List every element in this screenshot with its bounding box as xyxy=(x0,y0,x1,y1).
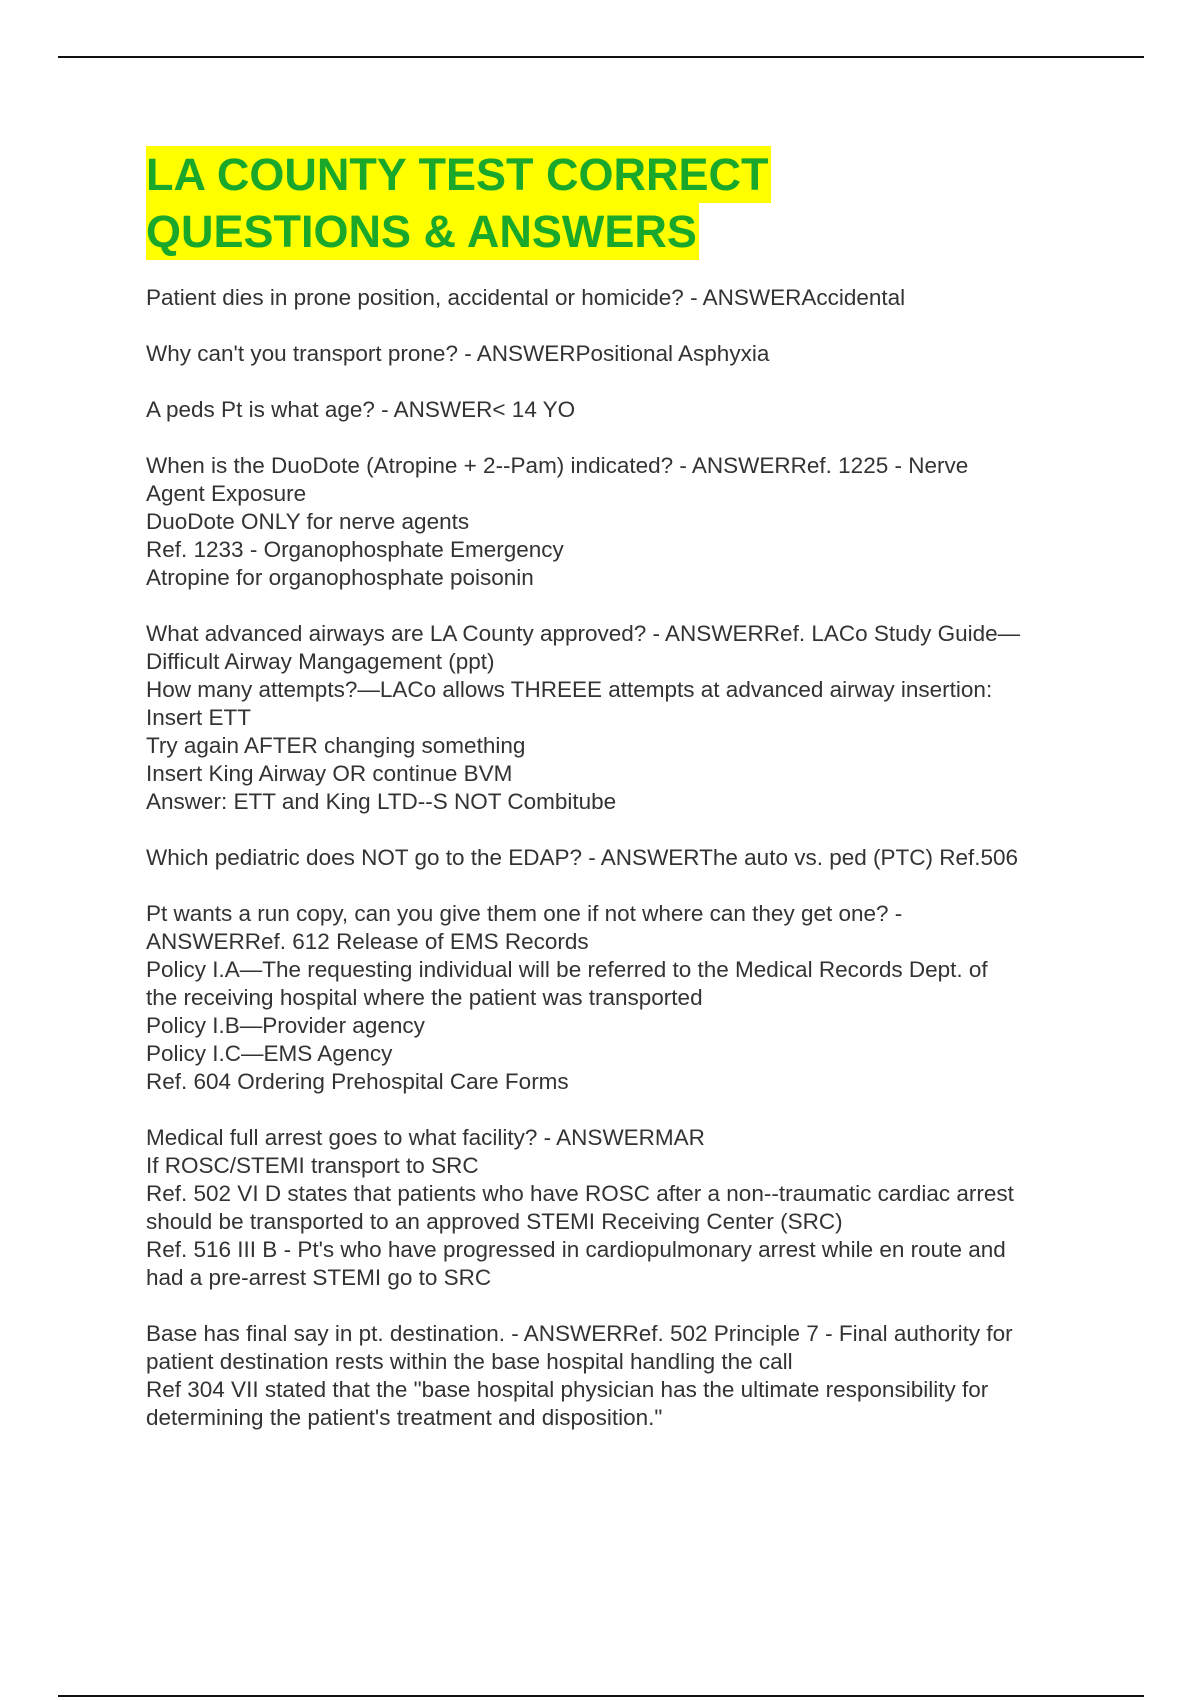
bottom-rule xyxy=(58,1695,1144,1697)
qa-item xyxy=(146,1124,1096,1292)
qa-line: Policy I.A—The requesting individual will be referred to the Medical Records Dept. of xyxy=(146,957,988,982)
qa-line: Patient dies in prone position, accidental or homicide? - ANSWERAccidental xyxy=(146,285,906,310)
qa-line: When is the DuoDote (Atropine + 2--Pam) indicated? - ANSWERRef. 1225 - Nerve xyxy=(146,453,969,478)
qa-line: A peds Pt is what age? - ANSWER< 14 YO xyxy=(146,397,576,422)
qa-line: Ref. 516 III B - Pt's who have progressed in cardiopulmonary arrest while en route and xyxy=(146,1237,1006,1262)
qa-line: Try again AFTER changing something xyxy=(146,733,526,758)
qa-line: had a pre-arrest STEMI go to SRC xyxy=(146,1265,492,1290)
qa-line: Ref. 502 VI D states that patients who have ROSC after a non--traumatic cardiac arrest xyxy=(146,1181,1014,1206)
qa-line: ANSWERRef. 612 Release of EMS Records xyxy=(146,929,589,954)
qa-item xyxy=(146,452,1096,592)
qa-line: How many attempts?—LACo allows THREEE attempts at advanced airway insertion: xyxy=(146,677,993,702)
qa-line: determining the patient's treatment and disposition." xyxy=(146,1405,663,1430)
qa-line: If ROSC/STEMI transport to SRC xyxy=(146,1153,479,1178)
qa-line: Pt wants a run copy, can you give them one if not where can they get one? - xyxy=(146,901,903,926)
title-line-2: QUESTIONS & ANSWERS xyxy=(146,203,699,260)
qa-line: should be transported to an approved STEMI Receiving Center (SRC) xyxy=(146,1209,843,1234)
qa-line: Ref. 604 Ordering Prehospital Care Forms xyxy=(146,1069,569,1094)
qa-item xyxy=(146,284,1096,312)
top-rule xyxy=(58,56,1144,58)
qa-line: Which pediatric does NOT go to the EDAP? - ANSWERThe auto vs. ped (PTC) Ref.506 xyxy=(146,845,1019,870)
qa-list xyxy=(146,284,1096,1432)
qa-line: Why can't you transport prone? - ANSWERPositional Asphyxia xyxy=(146,341,770,366)
qa-item xyxy=(146,844,1096,872)
qa-line: Insert ETT xyxy=(146,705,252,730)
qa-item xyxy=(146,1320,1096,1432)
qa-line: Base has final say in pt. destination. - ANSWERRef. 502 Principle 7 - Final authority for xyxy=(146,1321,1013,1346)
qa-item xyxy=(146,396,1096,424)
qa-line: Ref 304 VII stated that the "base hospital physician has the ultimate responsibility for xyxy=(146,1377,989,1402)
qa-line: Ref. 1233 - Organophosphate Emergency xyxy=(146,537,564,562)
qa-item xyxy=(146,900,1096,1096)
qa-line: Insert King Airway OR continue BVM xyxy=(146,761,513,786)
qa-line: the receiving hospital where the patient was transported xyxy=(146,985,703,1010)
qa-line: Medical full arrest goes to what facility? - ANSWERMAR xyxy=(146,1125,705,1150)
qa-line: What advanced airways are LA County approved? - ANSWERRef. LACo Study Guide— xyxy=(146,621,1021,646)
qa-line: patient destination rests within the base hospital handling the call xyxy=(146,1349,793,1374)
title-line-1: LA COUNTY TEST CORRECT xyxy=(146,146,771,203)
qa-item xyxy=(146,340,1096,368)
qa-line: DuoDote ONLY for nerve agents xyxy=(146,509,470,534)
qa-line: Agent Exposure xyxy=(146,481,307,506)
qa-line: Difficult Airway Mangagement (ppt) xyxy=(146,649,495,674)
qa-line: Policy I.C—EMS Agency xyxy=(146,1041,393,1066)
qa-line: Policy I.B—Provider agency xyxy=(146,1013,425,1038)
document-body xyxy=(146,146,1096,1460)
qa-item xyxy=(146,620,1096,816)
document-title xyxy=(146,146,1096,260)
qa-line: Atropine for organophosphate poisonin xyxy=(146,565,534,590)
qa-line: Answer: ETT and King LTD--S NOT Combitube xyxy=(146,789,617,814)
